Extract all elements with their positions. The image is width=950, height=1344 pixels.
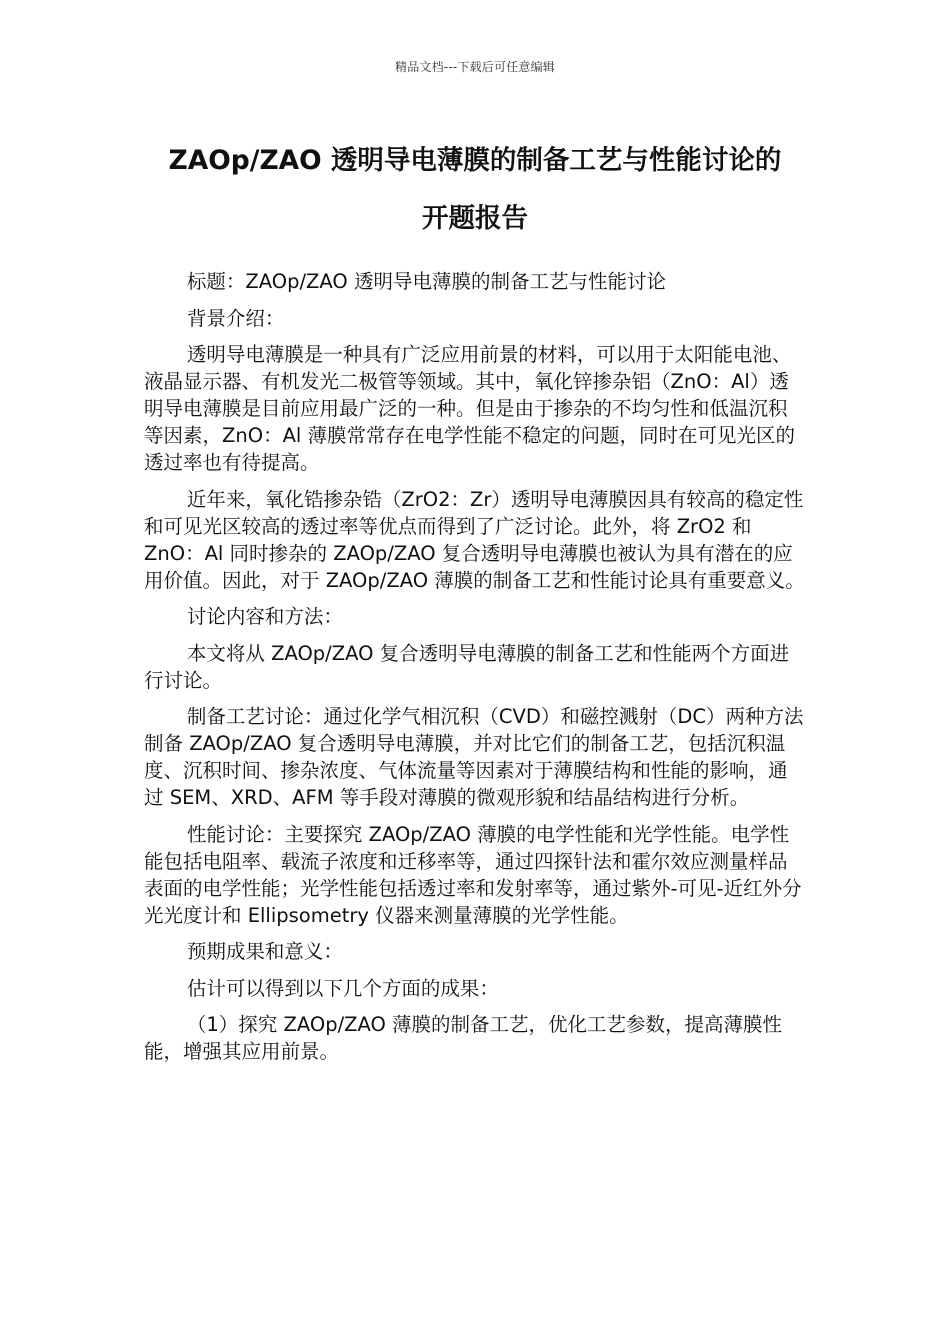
process-discussion-paragraph: 制备工艺讨论：通过化学气相沉积（CVD）和磁控溅射（DC）两种方法制备 ZAOp/ZAO 复合透明导电薄膜，并对比它们的制备工艺，包括沉积温度、沉积时间、掺杂浓度、气体流量等因素对于薄膜结构和性能的影响，通过 SEM、XRD、AFM 等手段对薄膜的微观形貌和结晶结构进行分析。: [144, 705, 804, 809]
expected-results-intro: 估计可以得到以下几个方面的成果：: [186, 976, 499, 1000]
background-paragraph-2: 近年来，氧化锆掺杂锆（ZrO2：Zr）透明导电薄膜因具有较高的稳定性和可见光区较高的透过率等优点而得到了广泛讨论。此外，将 ZrO2 和 ZnO：Al 同时掺杂的 ZAOp/ZAO 复合透明导电薄膜也被认为具有潜在的应用价值。因此，对于 ZAOp/ZAO 薄膜的制备工艺和性能讨论具有重要意义。: [144, 487, 805, 592]
document-title: [100, 132, 850, 248]
header-note: 精品文档---下载后可任意编辑: [395, 60, 555, 74]
document-body: [144, 268, 806, 1075]
document-title-line-1: ZAOp/ZAO 透明导电薄膜的制备工艺与性能讨论的: [168, 145, 782, 176]
background-paragraph-1: 透明导电薄膜是一种具有广泛应用前景的材料，可以用于太阳能电池、液晶显示器、有机发光二极管等领域。其中，氧化锌掺杂铝（ZnO：Al）透明导电薄膜是目前应用最广泛的一种。但是由于掺杂的不均匀性和低温沉积等因素，ZnO：Al 薄膜常常存在电学性能不稳定的问题，同时在可见光区的透过率也有待提高。: [144, 343, 796, 474]
document-title-line-2: 开题报告: [422, 203, 528, 234]
section-heading-expected-results: 预期成果和意义：: [186, 940, 343, 963]
subject-line: 标题：ZAOp/ZAO 透明导电薄膜的制备工艺与性能讨论: [186, 270, 666, 293]
section-heading-methods: 讨论内容和方法：: [186, 605, 343, 628]
methods-intro-paragraph: 本文将从 ZAOp/ZAO 复合透明导电薄膜的制备工艺和性能两个方面进行讨论。: [144, 641, 790, 692]
performance-discussion-paragraph: 性能讨论：主要探究 ZAOp/ZAO 薄膜的电学性能和光学性能。电学性能包括电阻率、载流子浓度和迁移率等，通过四探针法和霍尔效应测量样品表面的电学性能；光学性能包括透过率和发射率等，通过紫外-可见-近红外分光光度计和 Ellipsometry 仪器来测量薄膜的光学性能。: [144, 822, 802, 927]
expected-result-item-1: （1）探究 ZAOp/ZAO 薄膜的制备工艺，优化工艺参数，提高薄膜性能，增强其应用前景。: [144, 1013, 783, 1063]
section-heading-background: 背景介绍：: [186, 306, 285, 330]
